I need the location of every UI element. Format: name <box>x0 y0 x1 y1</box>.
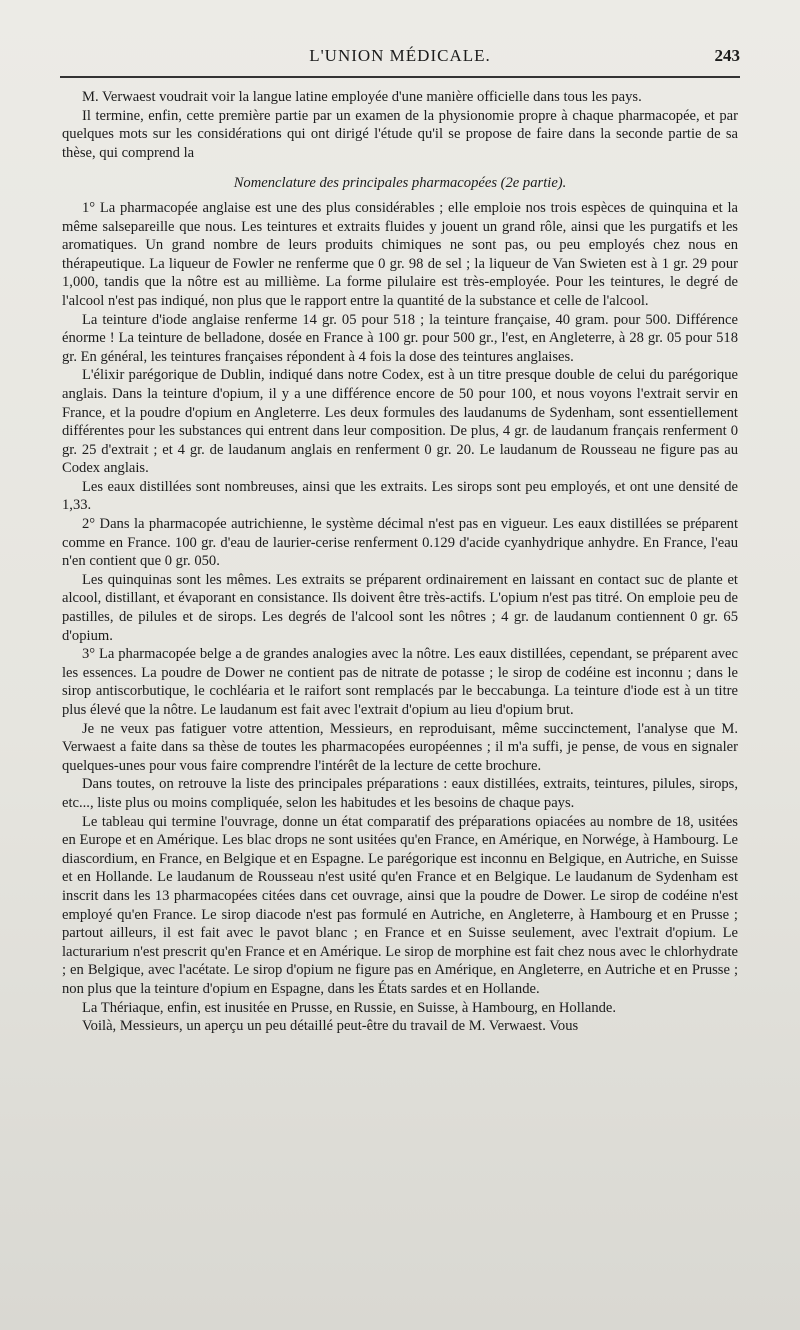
paragraph: La Thériaque, enfin, est inusitée en Prusse, en Russie, en Suisse, à Hambourg, en Hollande. <box>82 999 617 1016</box>
running-title: L'UNION MÉDICALE. <box>309 46 491 65</box>
paragraph: L'élixir parégorique de Dublin, indiqué dans notre Codex, est à un titre presque double de celui du parégorique anglais. Dans la teinture d'opium, il y a une différence encore de 50 pour 100, et nous voyons l'extrait servir en France, et la poudre d'opium en Angleterre. Les deux formules des laudanums de Sydenham, sont essentiellement différentes pour les substances qui entrent dans leur composition. De plus, 4 gr. de laudanum français renferment 0 gr. 25 d'extrait ; et 4 gr. de laudanum anglais en renferment 0 gr. 20. Le laudanum de Rousseau ne figure pas au Codex anglais. <box>62 367 738 477</box>
paragraph: Il termine, enfin, cette première partie par un examen de la physionomie propre à chaque pharmacopée, et par quelques mots sur les considérations qui ont dirigé l'étude qu'il se propose de faire dans la seconde partie de sa thèse, qui comprend la <box>62 107 738 161</box>
page-number: 243 <box>714 46 740 65</box>
paragraph: Les eaux distillées sont nombreuses, ainsi que les extraits. Les sirops sont peu employés, et ont une densité de 1,33. <box>62 478 738 514</box>
paragraph: 2° Dans la pharmacopée autrichienne, le système décimal n'est pas en vigueur. Les eaux distillées se préparent comme en France. 100 gr. d'eau de laurier-cerise renferment 0.129 d'acide cyanhydrique anhydre. En France, l'eau n'en contient que 0 gr. 050. <box>62 516 738 570</box>
header-rule <box>60 76 740 78</box>
paragraph: La teinture d'iode anglaise renferme 14 gr. 05 pour 518 ; la teinture française, 40 gram. pour 500. Différence énorme ! La teinture de belladone, dosée en France à 100 gr. pour 500 gr., l'est, en Angleterre, à 28 gr. 05 pour 518 gr. En général, les teintures françaises répondent à 4 fois la dose des teintures anglaises. <box>62 311 738 365</box>
paragraph: M. Verwaest voudrait voir la langue latine employée d'une manière officielle dans tous les pays. <box>82 89 642 105</box>
paragraph: 1° La pharmacopée anglaise est une des plus considérables ; elle emploie nos trois espèces de quinquina et la même salsepareille que nous. Les teintures et extraits fluides y jouent un grand rôle, ainsi que les purgatifs et les aromatiques. Un grand nombre de leurs produits chimiques ne sont pas, ou peu employés chez nous en thérapeutique. La liqueur de Fowler ne renferme que 0 gr. 98 de sel ; la liqueur de Van Swieten est à 1 gr. 29 pour 1,000, tandis que la nôtre est au millième. La forme pilulaire est très-employée. Pour les teintures, le degré de l'alcool n'est pas indiqué, non plus que le rapport entre la quantité de la substance et celle de l'alcool. <box>62 199 738 309</box>
paragraph: Dans toutes, on retrouve la liste des principales préparations : eaux distillées, extraits, teintures, pilules, sirops, etc..., liste plus ou moins compliquée, selon les habitudes et les besoins de chaque pays. <box>62 776 738 811</box>
page-header <box>60 42 740 72</box>
paragraph: Je ne veux pas fatiguer votre attention, Messieurs, en reproduisant, même succinctement, l'analyse que M. Verwaest a faite dans sa thèse de toutes les pharmacopées européennes ; il m'a suffi, je pense, de vous en signaler quelques-unes pour vous faire comprendre l'intérêt de la lecture de cette brochure. <box>62 720 738 774</box>
article-body <box>62 88 738 1036</box>
paragraph: Voilà, Messieurs, un aperçu un peu détaillé peut-être du travail de M. Verwaest. Vous <box>82 1018 579 1035</box>
paragraph: Les quinquinas sont les mêmes. Les extraits se préparent ordinairement en laissant en contact suc de plante et alcool, distillant, et évaporant en consistance. Ils doivent être très-actifs. L'opium n'est pas titré. On emploie peu de pastilles, de pilules et de sirops. Les degrés de l'alcool sont les nôtres ; 4 gr. de laudanum contiennent 0 gr. 65 d'opium. <box>62 571 738 644</box>
section-subtitle: Nomenclature des principales pharmacopées (2e partie). <box>233 175 567 192</box>
paragraph: 3° La pharmacopée belge a de grandes analogies avec la nôtre. Les eaux distillées, cependant, se préparent avec les essences. La poudre de Dower ne contient pas de nitrate de potasse ; le sirop de codéine est inconnu ; dans le sirop antiscorbutique, le cochléaria et le raifort sont remplacés par le beccabunga. La teinture d'iode est à un titre plus élevé que la nôtre. Le laudanum est fait avec l'extrait d'opium au lieu d'opium brut. <box>62 646 738 718</box>
paragraph: Le tableau qui termine l'ouvrage, donne un état comparatif des préparations opiacées au nombre de 18, usitées en Europe et en Amérique. Les blac drops ne sont usitées qu'en France, en Amérique, en Norwége, à Hambourg. Le diascordium, en France, en Belgique et en Espagne. Le parégorique est inconnu en Belgique, en Autriche, en Suisse et en Hollande. Le laudanum de Rousseau n'est usité qu'en France et en Belgique. Le laudanum de Sydenham est inscrit dans les 13 pharmacopées citées dans cet ouvrage, ainsi que la poudre de Dower. Le sirop de codéine n'est employé qu'en France. Le sirop diacode n'est pas formulé en Autriche, en Angleterre, à Hambourg et en Prusse ; partout ailleurs, il est fait avec le pavot blanc ; en France et en Suisse seulement, avec l'extrait d'opium. Le lacturarium n'est prescrit qu'en France et en Amérique. Le sirop de morphine est fait chez nous avec le chlorhydrate ; en Belgique, avec l'acétate. Le sirop d'opium ne figure pas en Amérique, en Angleterre, en Autriche et en Prusse ; non plus que la teinture d'opium en Espagne, dans les États sardes et en Hollande. <box>62 813 738 997</box>
